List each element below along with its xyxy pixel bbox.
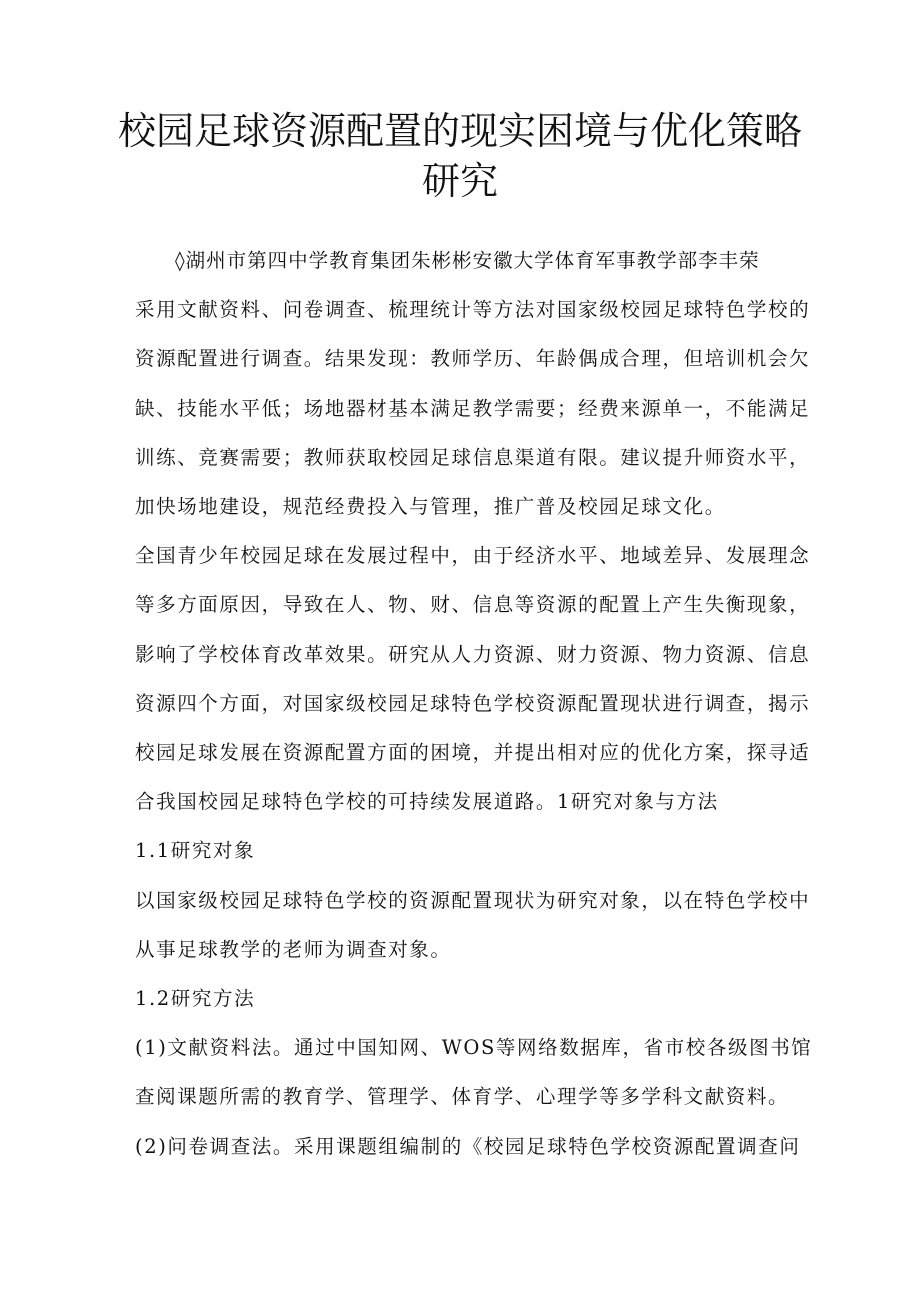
section-heading-1-1: 1.1研究对象 — [135, 839, 256, 862]
intro-line: 合我国校园足球特色学校的可持续发展道路。1研究对象与方法 — [135, 790, 719, 813]
abstract-line: 缺、技能水平低；场地器材基本满足教学需要；经费来源单一，不能满足 — [135, 397, 811, 420]
section-heading-1-2: 1.2研究方法 — [135, 987, 256, 1010]
abstract-line: 加快场地建设，规范经费投入与管理，推广普及校园足球文化。 — [135, 495, 726, 518]
abstract-line: 资源配置进行调查。结果发现：教师学历、年龄偶成合理，但培训机会欠 — [135, 347, 811, 370]
section-1-1-body-line: 从事足球教学的老师为调查对象。 — [135, 938, 452, 961]
method-1-line: 查阅课题所需的教育学、管理学、体育学、心理学等多学科文献资料。 — [135, 1085, 790, 1108]
document-title-line-1: 校园足球资源配置的现实困境与优化策略 — [117, 109, 802, 153]
document-title-line-2: 研究 — [421, 159, 498, 203]
intro-line: 资源四个方面，对国家级校园足球特色学校资源配置现状进行调查，揭示 — [135, 692, 811, 715]
method-1-line: (1)文献资料法。通过中国知网、WOS等网络数据库，省市校各级图书馆 — [135, 1036, 813, 1059]
intro-line: 全国青少年校园足球在发展过程中，由于经济水平、地域差异、发展理念 — [135, 544, 811, 567]
intro-line: 影响了学校体育改革效果。研究从人力资源、财力资源、物力资源、信息 — [135, 643, 811, 666]
abstract-line: 训练、竞赛需要；教师获取校园足球信息渠道有限。建议提升师资水平， — [135, 446, 811, 469]
intro-line: 校园足球发展在资源配置方面的困境，并提出相对应的优化方案，探寻适 — [135, 741, 811, 764]
author-line: ◊湖州市第四中学教育集团朱彬彬安徽大学体育军事教学部李丰荣 — [175, 249, 760, 272]
section-1-1-body-line: 以国家级校园足球特色学校的资源配置现状为研究对象，以在特色学校中 — [135, 889, 811, 912]
intro-line: 等多方面原因，导致在人、物、财、信息等资源的配置上产生失衡现象， — [135, 593, 811, 616]
method-2-line: (2)问卷调查法。采用课题组编制的《校园足球特色学校资源配置调查问 — [135, 1135, 801, 1158]
abstract-line: 采用文献资料、问卷调查、梳理统计等方法对国家级校园足球特色学校的 — [135, 298, 811, 321]
